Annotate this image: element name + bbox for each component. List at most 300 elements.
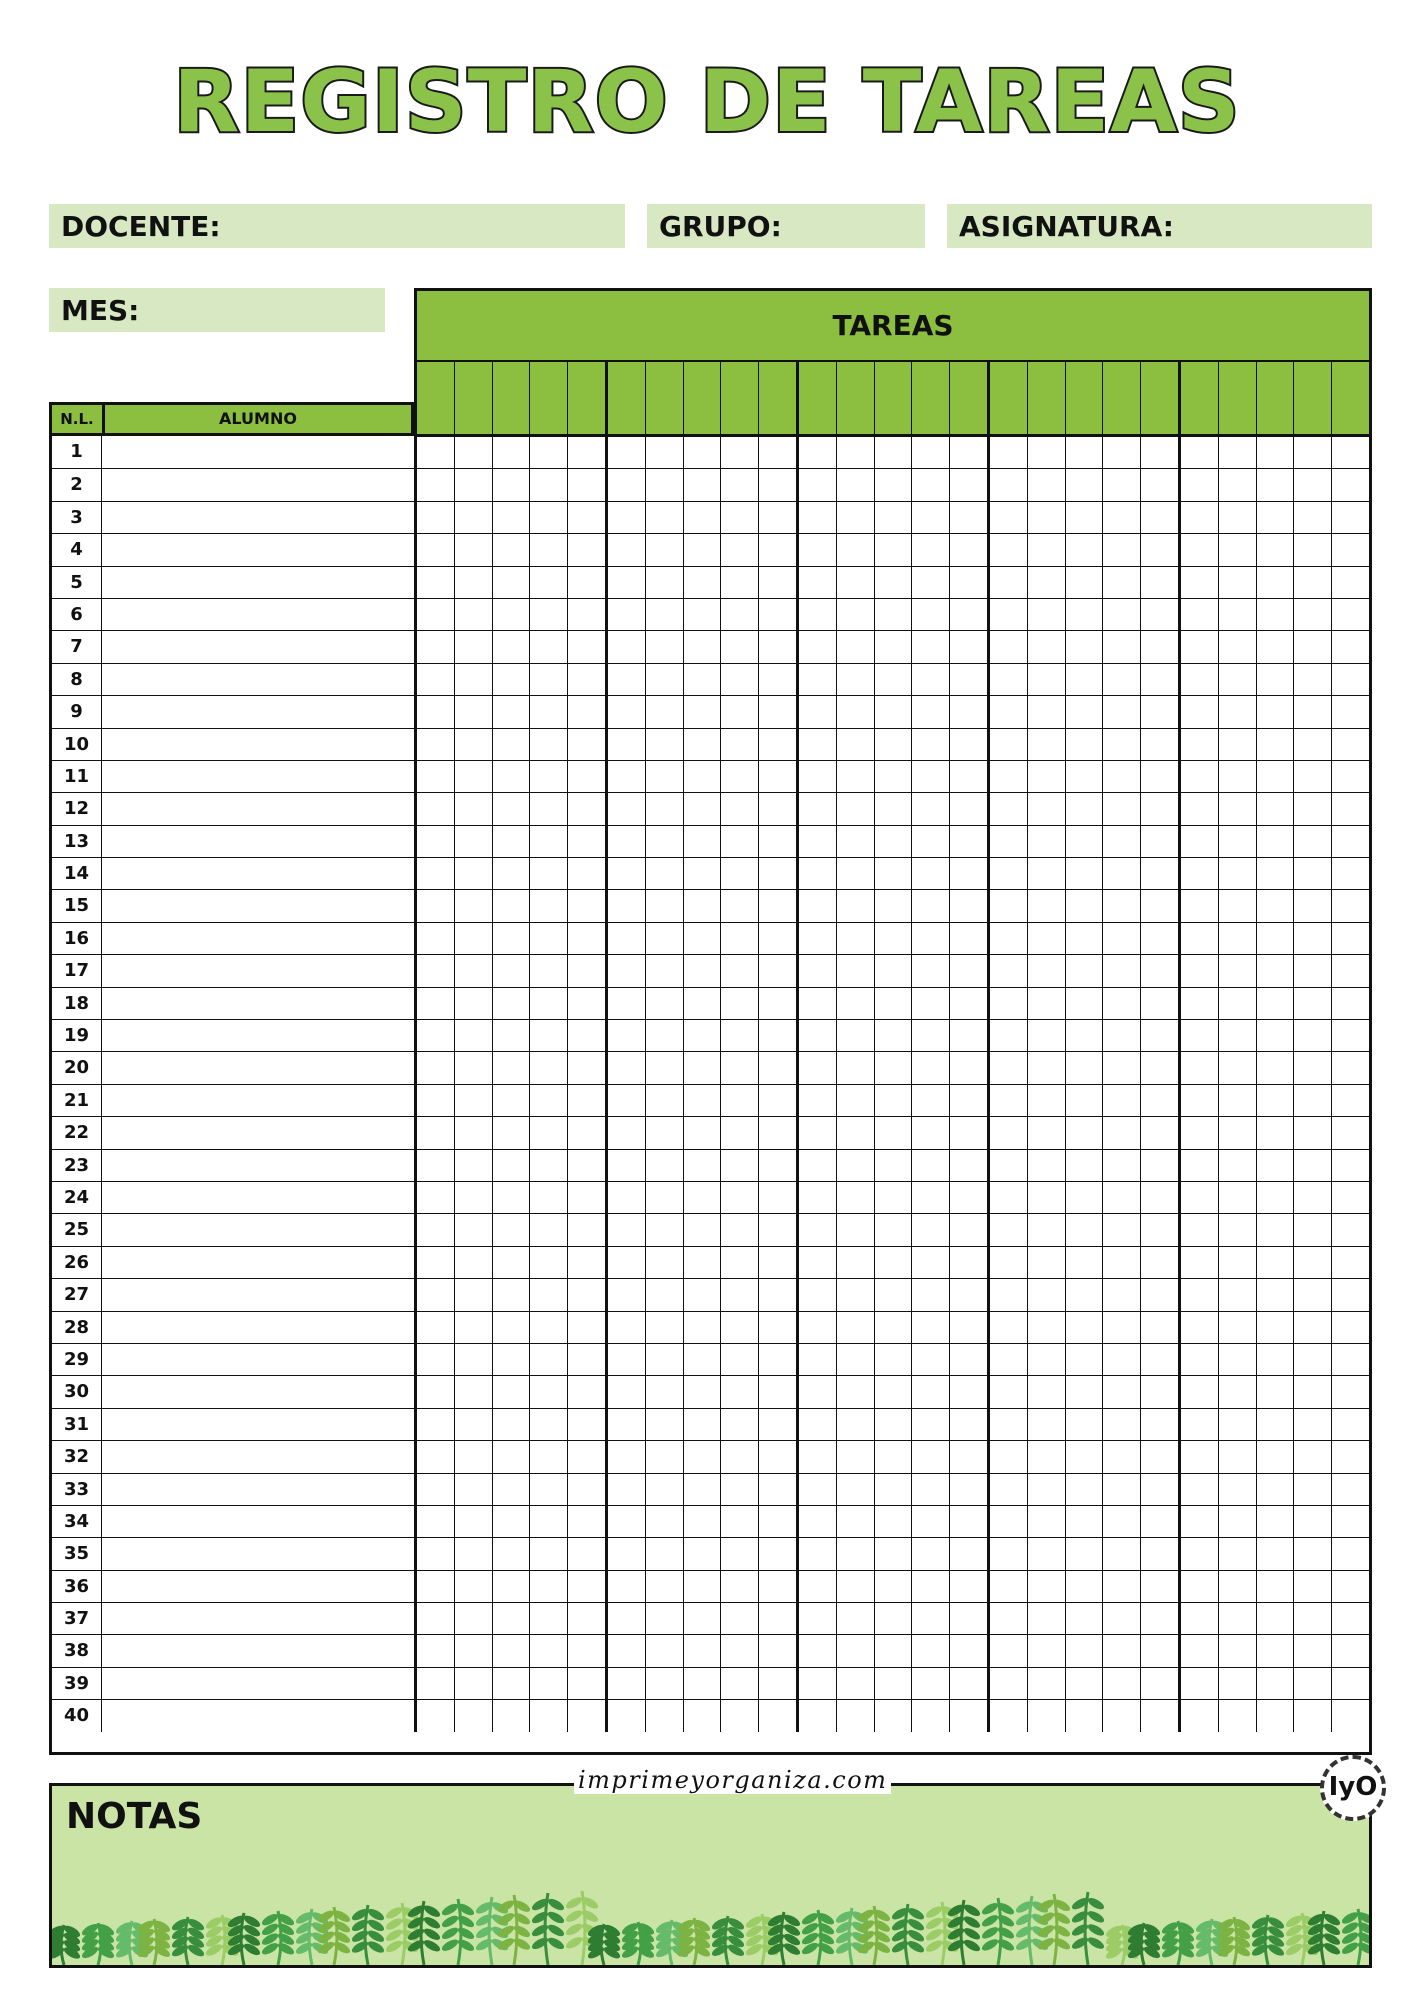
task-cell[interactable] <box>1219 469 1257 500</box>
task-cell[interactable] <box>1332 1603 1369 1634</box>
task-cell[interactable] <box>1028 955 1066 986</box>
task-cell[interactable] <box>455 599 493 630</box>
task-cell[interactable] <box>417 469 455 500</box>
task-cell[interactable] <box>1219 1214 1257 1245</box>
task-cell[interactable] <box>950 567 990 598</box>
asignatura-field[interactable]: ASIGNATURA: <box>947 204 1372 248</box>
task-cell[interactable] <box>837 664 875 695</box>
task-cell[interactable] <box>530 729 568 760</box>
task-cell[interactable] <box>990 1538 1028 1569</box>
task-cell[interactable] <box>1219 1441 1257 1472</box>
task-cell[interactable] <box>493 534 531 565</box>
task-cell[interactable] <box>1141 1117 1181 1148</box>
task-cell[interactable] <box>455 1506 493 1537</box>
task-cell[interactable] <box>799 955 837 986</box>
task-cell[interactable] <box>990 923 1028 954</box>
task-cell[interactable] <box>646 1409 684 1440</box>
task-cell[interactable] <box>1141 1344 1181 1375</box>
task-cell[interactable] <box>684 631 722 662</box>
task-cell[interactable] <box>417 955 455 986</box>
task-cell[interactable] <box>759 1700 799 1731</box>
task-cell[interactable] <box>1257 1571 1295 1602</box>
task-cell[interactable] <box>721 696 759 727</box>
task-cell[interactable] <box>455 1635 493 1666</box>
task-cell[interactable] <box>990 1344 1028 1375</box>
student-name-cell[interactable] <box>102 1020 417 1051</box>
task-cell[interactable] <box>1141 1538 1181 1569</box>
task-cell[interactable] <box>950 890 990 921</box>
task-cell[interactable] <box>721 1150 759 1181</box>
task-cell[interactable] <box>759 1182 799 1213</box>
task-cell[interactable] <box>875 1409 913 1440</box>
task-cell[interactable] <box>912 1247 950 1278</box>
task-cell[interactable] <box>990 988 1028 1019</box>
task-cell[interactable] <box>1181 890 1219 921</box>
task-cell[interactable] <box>417 1214 455 1245</box>
task-cell[interactable] <box>684 567 722 598</box>
task-cell[interactable] <box>1181 1150 1219 1181</box>
task-cell[interactable] <box>568 1668 608 1699</box>
task-cell[interactable] <box>417 1020 455 1051</box>
task-cell[interactable] <box>493 1635 531 1666</box>
task-cell[interactable] <box>493 599 531 630</box>
task-cell[interactable] <box>950 1603 990 1634</box>
task-cell[interactable] <box>990 696 1028 727</box>
task-cell[interactable] <box>837 923 875 954</box>
task-cell[interactable] <box>684 1117 722 1148</box>
task-cell[interactable] <box>1141 1571 1181 1602</box>
task-cell[interactable] <box>1141 1214 1181 1245</box>
task-cell[interactable] <box>990 858 1028 889</box>
task-cell[interactable] <box>493 1344 531 1375</box>
task-cell[interactable] <box>837 1344 875 1375</box>
task-cell[interactable] <box>1141 1635 1181 1666</box>
task-cell[interactable] <box>950 1150 990 1181</box>
task-cell[interactable] <box>721 469 759 500</box>
task-cell[interactable] <box>1294 826 1332 857</box>
task-cell[interactable] <box>721 631 759 662</box>
task-cell[interactable] <box>684 696 722 727</box>
task-cell[interactable] <box>875 729 913 760</box>
task-cell[interactable] <box>721 1344 759 1375</box>
task-cell[interactable] <box>530 1150 568 1181</box>
task-cell[interactable] <box>837 1571 875 1602</box>
task-cell[interactable] <box>1066 1085 1104 1116</box>
task-cell[interactable] <box>1257 567 1295 598</box>
task-cell[interactable] <box>455 1312 493 1343</box>
task-cell[interactable] <box>417 1668 455 1699</box>
task-cell[interactable] <box>530 1538 568 1569</box>
task-cell[interactable] <box>1181 1409 1219 1440</box>
task-cell[interactable] <box>875 534 913 565</box>
task-cell[interactable] <box>1181 826 1219 857</box>
task-cell[interactable] <box>530 1247 568 1278</box>
task-cell[interactable] <box>837 826 875 857</box>
task-cell[interactable] <box>646 1344 684 1375</box>
task-cell[interactable] <box>493 1603 531 1634</box>
task-cell[interactable] <box>1028 1247 1066 1278</box>
task-cell[interactable] <box>1103 955 1141 986</box>
task-cell[interactable] <box>455 1020 493 1051</box>
task-cell[interactable] <box>455 1085 493 1116</box>
task-cell[interactable] <box>1294 858 1332 889</box>
task-cell[interactable] <box>759 599 799 630</box>
task-cell[interactable] <box>417 1117 455 1148</box>
task-cell[interactable] <box>608 567 646 598</box>
task-cell[interactable] <box>1294 436 1332 468</box>
task-cell[interactable] <box>646 761 684 792</box>
task-cell[interactable] <box>646 1052 684 1083</box>
task-cell[interactable] <box>1332 1279 1369 1310</box>
task-cell[interactable] <box>1028 1376 1066 1407</box>
task-cell[interactable] <box>608 1571 646 1602</box>
task-cell[interactable] <box>837 1441 875 1472</box>
task-cell[interactable] <box>608 1441 646 1472</box>
task-cell[interactable] <box>875 1538 913 1569</box>
task-cell[interactable] <box>530 1344 568 1375</box>
task-cell[interactable] <box>684 1700 722 1731</box>
task-cell[interactable] <box>990 1506 1028 1537</box>
task-cell[interactable] <box>1103 923 1141 954</box>
task-cell[interactable] <box>990 1214 1028 1245</box>
task-cell[interactable] <box>1066 1182 1104 1213</box>
task-cell[interactable] <box>1028 826 1066 857</box>
task-cell[interactable] <box>684 761 722 792</box>
task-cell[interactable] <box>990 826 1028 857</box>
task-cell[interactable] <box>608 534 646 565</box>
task-cell[interactable] <box>417 1247 455 1278</box>
task-cell[interactable] <box>875 1635 913 1666</box>
task-cell[interactable] <box>1028 664 1066 695</box>
task-cell[interactable] <box>1181 1344 1219 1375</box>
student-name-cell[interactable] <box>102 631 417 662</box>
notes-box[interactable] <box>49 1783 1372 1968</box>
task-cell[interactable] <box>455 1247 493 1278</box>
task-cell[interactable] <box>455 469 493 500</box>
task-cell[interactable] <box>950 826 990 857</box>
task-cell[interactable] <box>912 1571 950 1602</box>
task-cell[interactable] <box>608 1312 646 1343</box>
student-name-cell[interactable] <box>102 923 417 954</box>
task-cell[interactable] <box>417 1409 455 1440</box>
task-cell[interactable] <box>990 1409 1028 1440</box>
task-cell[interactable] <box>950 1052 990 1083</box>
task-cell[interactable] <box>990 1376 1028 1407</box>
task-cell[interactable] <box>1066 1571 1104 1602</box>
task-cell[interactable] <box>684 826 722 857</box>
task-cell[interactable] <box>759 1117 799 1148</box>
task-cell[interactable] <box>1141 1182 1181 1213</box>
task-cell[interactable] <box>568 923 608 954</box>
task-cell[interactable] <box>950 631 990 662</box>
task-cell[interactable] <box>950 1700 990 1731</box>
task-cell[interactable] <box>1066 1635 1104 1666</box>
task-cell[interactable] <box>1181 1571 1219 1602</box>
task-cell[interactable] <box>493 1247 531 1278</box>
task-cell[interactable] <box>990 1150 1028 1181</box>
task-cell[interactable] <box>1181 1117 1219 1148</box>
task-cell[interactable] <box>759 1150 799 1181</box>
task-cell[interactable] <box>799 696 837 727</box>
task-cell[interactable] <box>1257 1376 1295 1407</box>
task-cell[interactable] <box>1028 1538 1066 1569</box>
task-cell[interactable] <box>721 1441 759 1472</box>
task-cell[interactable] <box>837 1409 875 1440</box>
task-cell[interactable] <box>837 1668 875 1699</box>
task-cell[interactable] <box>568 1150 608 1181</box>
task-cell[interactable] <box>837 1474 875 1505</box>
task-cell[interactable] <box>950 729 990 760</box>
task-cell[interactable] <box>1294 1085 1332 1116</box>
task-cell[interactable] <box>1028 1052 1066 1083</box>
task-cell[interactable] <box>1294 1052 1332 1083</box>
task-cell[interactable] <box>684 664 722 695</box>
task-cell[interactable] <box>493 1376 531 1407</box>
task-cell[interactable] <box>950 1668 990 1699</box>
task-cell[interactable] <box>721 1247 759 1278</box>
student-name-cell[interactable] <box>102 567 417 598</box>
task-cell[interactable] <box>417 567 455 598</box>
task-cell[interactable] <box>1103 1182 1141 1213</box>
task-cell[interactable] <box>990 469 1028 500</box>
student-name-cell[interactable] <box>102 826 417 857</box>
task-cell[interactable] <box>493 890 531 921</box>
task-cell[interactable] <box>493 1279 531 1310</box>
task-cell[interactable] <box>875 1506 913 1537</box>
task-cell[interactable] <box>1028 1312 1066 1343</box>
task-cell[interactable] <box>721 1603 759 1634</box>
task-cell[interactable] <box>1332 469 1369 500</box>
task-cell[interactable] <box>646 534 684 565</box>
task-cell[interactable] <box>721 1635 759 1666</box>
task-cell[interactable] <box>1257 761 1295 792</box>
task-cell[interactable] <box>990 567 1028 598</box>
task-cell[interactable] <box>417 1538 455 1569</box>
task-cell[interactable] <box>950 761 990 792</box>
task-cell[interactable] <box>1141 1312 1181 1343</box>
task-cell[interactable] <box>1294 1603 1332 1634</box>
task-cell[interactable] <box>1294 729 1332 760</box>
task-cell[interactable] <box>1294 1668 1332 1699</box>
task-cell[interactable] <box>1066 567 1104 598</box>
task-cell[interactable] <box>990 1117 1028 1148</box>
task-cell[interactable] <box>875 1150 913 1181</box>
task-cell[interactable] <box>1257 955 1295 986</box>
task-cell[interactable] <box>721 1085 759 1116</box>
task-cell[interactable] <box>646 436 684 468</box>
task-cell[interactable] <box>1028 1409 1066 1440</box>
task-cell[interactable] <box>912 1150 950 1181</box>
task-cell[interactable] <box>950 502 990 533</box>
task-cell[interactable] <box>875 469 913 500</box>
task-cell[interactable] <box>799 1376 837 1407</box>
task-cell[interactable] <box>837 599 875 630</box>
mes-field[interactable]: MES: <box>49 288 385 332</box>
student-name-cell[interactable] <box>102 1538 417 1569</box>
student-name-cell[interactable] <box>102 1571 417 1602</box>
task-cell[interactable] <box>759 1635 799 1666</box>
task-cell[interactable] <box>1181 1538 1219 1569</box>
task-cell[interactable] <box>950 1247 990 1278</box>
task-cell[interactable] <box>417 1506 455 1537</box>
task-cell[interactable] <box>990 502 1028 533</box>
task-cell[interactable] <box>1257 1150 1295 1181</box>
task-cell[interactable] <box>608 955 646 986</box>
task-cell[interactable] <box>950 923 990 954</box>
task-cell[interactable] <box>1257 858 1295 889</box>
task-cell[interactable] <box>568 890 608 921</box>
task-cell[interactable] <box>1103 436 1141 468</box>
task-cell[interactable] <box>1066 858 1104 889</box>
task-cell[interactable] <box>1181 1279 1219 1310</box>
task-cell[interactable] <box>721 1668 759 1699</box>
task-cell[interactable] <box>455 1279 493 1310</box>
task-cell[interactable] <box>912 1052 950 1083</box>
task-cell[interactable] <box>759 469 799 500</box>
task-cell[interactable] <box>721 1700 759 1731</box>
task-cell[interactable] <box>721 599 759 630</box>
task-cell[interactable] <box>493 1700 531 1731</box>
task-cell[interactable] <box>1181 534 1219 565</box>
task-cell[interactable] <box>1181 664 1219 695</box>
task-cell[interactable] <box>837 1182 875 1213</box>
task-cell[interactable] <box>646 826 684 857</box>
task-cell[interactable] <box>759 1247 799 1278</box>
task-cell[interactable] <box>568 1182 608 1213</box>
task-cell[interactable] <box>1028 1214 1066 1245</box>
task-cell[interactable] <box>759 1409 799 1440</box>
task-cell[interactable] <box>1332 923 1369 954</box>
task-cell[interactable] <box>1332 502 1369 533</box>
task-cell[interactable] <box>1028 502 1066 533</box>
student-name-cell[interactable] <box>102 988 417 1019</box>
task-cell[interactable] <box>875 1052 913 1083</box>
task-cell[interactable] <box>530 761 568 792</box>
task-cell[interactable] <box>912 696 950 727</box>
task-cell[interactable] <box>799 1247 837 1278</box>
task-cell[interactable] <box>1219 1668 1257 1699</box>
task-cell[interactable] <box>530 567 568 598</box>
task-cell[interactable] <box>1028 1635 1066 1666</box>
task-cell[interactable] <box>837 1312 875 1343</box>
task-cell[interactable] <box>493 1441 531 1472</box>
task-cell[interactable] <box>799 858 837 889</box>
task-cell[interactable] <box>912 1376 950 1407</box>
task-cell[interactable] <box>912 534 950 565</box>
task-cell[interactable] <box>759 1376 799 1407</box>
task-cell[interactable] <box>1332 1635 1369 1666</box>
docente-field[interactable]: DOCENTE: <box>49 204 625 248</box>
task-cell[interactable] <box>1103 1052 1141 1083</box>
task-cell[interactable] <box>759 1474 799 1505</box>
task-cell[interactable] <box>759 696 799 727</box>
task-cell[interactable] <box>721 1571 759 1602</box>
task-cell[interactable] <box>455 1052 493 1083</box>
task-cell[interactable] <box>875 1603 913 1634</box>
task-cell[interactable] <box>608 858 646 889</box>
task-cell[interactable] <box>568 1571 608 1602</box>
task-cell[interactable] <box>1181 1214 1219 1245</box>
task-cell[interactable] <box>493 631 531 662</box>
task-cell[interactable] <box>1103 729 1141 760</box>
task-cell[interactable] <box>875 923 913 954</box>
task-cell[interactable] <box>837 1214 875 1245</box>
task-cell[interactable] <box>912 1117 950 1148</box>
task-cell[interactable] <box>799 469 837 500</box>
task-cell[interactable] <box>1219 955 1257 986</box>
task-cell[interactable] <box>1219 696 1257 727</box>
task-cell[interactable] <box>1294 1441 1332 1472</box>
task-cell[interactable] <box>1181 858 1219 889</box>
task-cell[interactable] <box>417 1603 455 1634</box>
task-cell[interactable] <box>1181 955 1219 986</box>
student-name-cell[interactable] <box>102 664 417 695</box>
task-cell[interactable] <box>721 793 759 824</box>
task-cell[interactable] <box>1181 1085 1219 1116</box>
task-cell[interactable] <box>1066 761 1104 792</box>
task-cell[interactable] <box>721 1474 759 1505</box>
task-cell[interactable] <box>646 1117 684 1148</box>
task-cell[interactable] <box>799 664 837 695</box>
task-cell[interactable] <box>1066 1312 1104 1343</box>
task-cell[interactable] <box>1141 1668 1181 1699</box>
task-cell[interactable] <box>912 858 950 889</box>
task-cell[interactable] <box>1103 1279 1141 1310</box>
task-cell[interactable] <box>912 923 950 954</box>
task-cell[interactable] <box>1332 1117 1369 1148</box>
task-cell[interactable] <box>1219 1117 1257 1148</box>
task-cell[interactable] <box>1332 890 1369 921</box>
task-cell[interactable] <box>1028 890 1066 921</box>
task-cell[interactable] <box>950 1117 990 1148</box>
task-cell[interactable] <box>1332 1474 1369 1505</box>
task-cell[interactable] <box>1219 1052 1257 1083</box>
task-cell[interactable] <box>912 1474 950 1505</box>
task-cell[interactable] <box>417 502 455 533</box>
task-cell[interactable] <box>455 826 493 857</box>
task-cell[interactable] <box>1294 1635 1332 1666</box>
task-cell[interactable] <box>455 664 493 695</box>
task-cell[interactable] <box>684 1538 722 1569</box>
task-cell[interactable] <box>1257 469 1295 500</box>
task-cell[interactable] <box>990 1085 1028 1116</box>
task-cell[interactable] <box>1141 1376 1181 1407</box>
task-cell[interactable] <box>1257 664 1295 695</box>
task-cell[interactable] <box>568 1506 608 1537</box>
task-cell[interactable] <box>455 696 493 727</box>
task-cell[interactable] <box>1066 1538 1104 1569</box>
task-cell[interactable] <box>912 1441 950 1472</box>
task-cell[interactable] <box>608 1247 646 1278</box>
task-cell[interactable] <box>568 826 608 857</box>
task-cell[interactable] <box>1332 1182 1369 1213</box>
student-name-cell[interactable] <box>102 1668 417 1699</box>
task-cell[interactable] <box>1103 696 1141 727</box>
task-cell[interactable] <box>1181 1603 1219 1634</box>
task-cell[interactable] <box>1103 826 1141 857</box>
task-cell[interactable] <box>608 1020 646 1051</box>
task-cell[interactable] <box>799 1117 837 1148</box>
task-cell[interactable] <box>721 955 759 986</box>
task-cell[interactable] <box>684 1441 722 1472</box>
task-cell[interactable] <box>417 858 455 889</box>
task-cell[interactable] <box>990 1182 1028 1213</box>
task-cell[interactable] <box>1294 1312 1332 1343</box>
task-cell[interactable] <box>646 1247 684 1278</box>
task-cell[interactable] <box>1257 1700 1295 1731</box>
task-cell[interactable] <box>1066 1052 1104 1083</box>
task-cell[interactable] <box>646 955 684 986</box>
